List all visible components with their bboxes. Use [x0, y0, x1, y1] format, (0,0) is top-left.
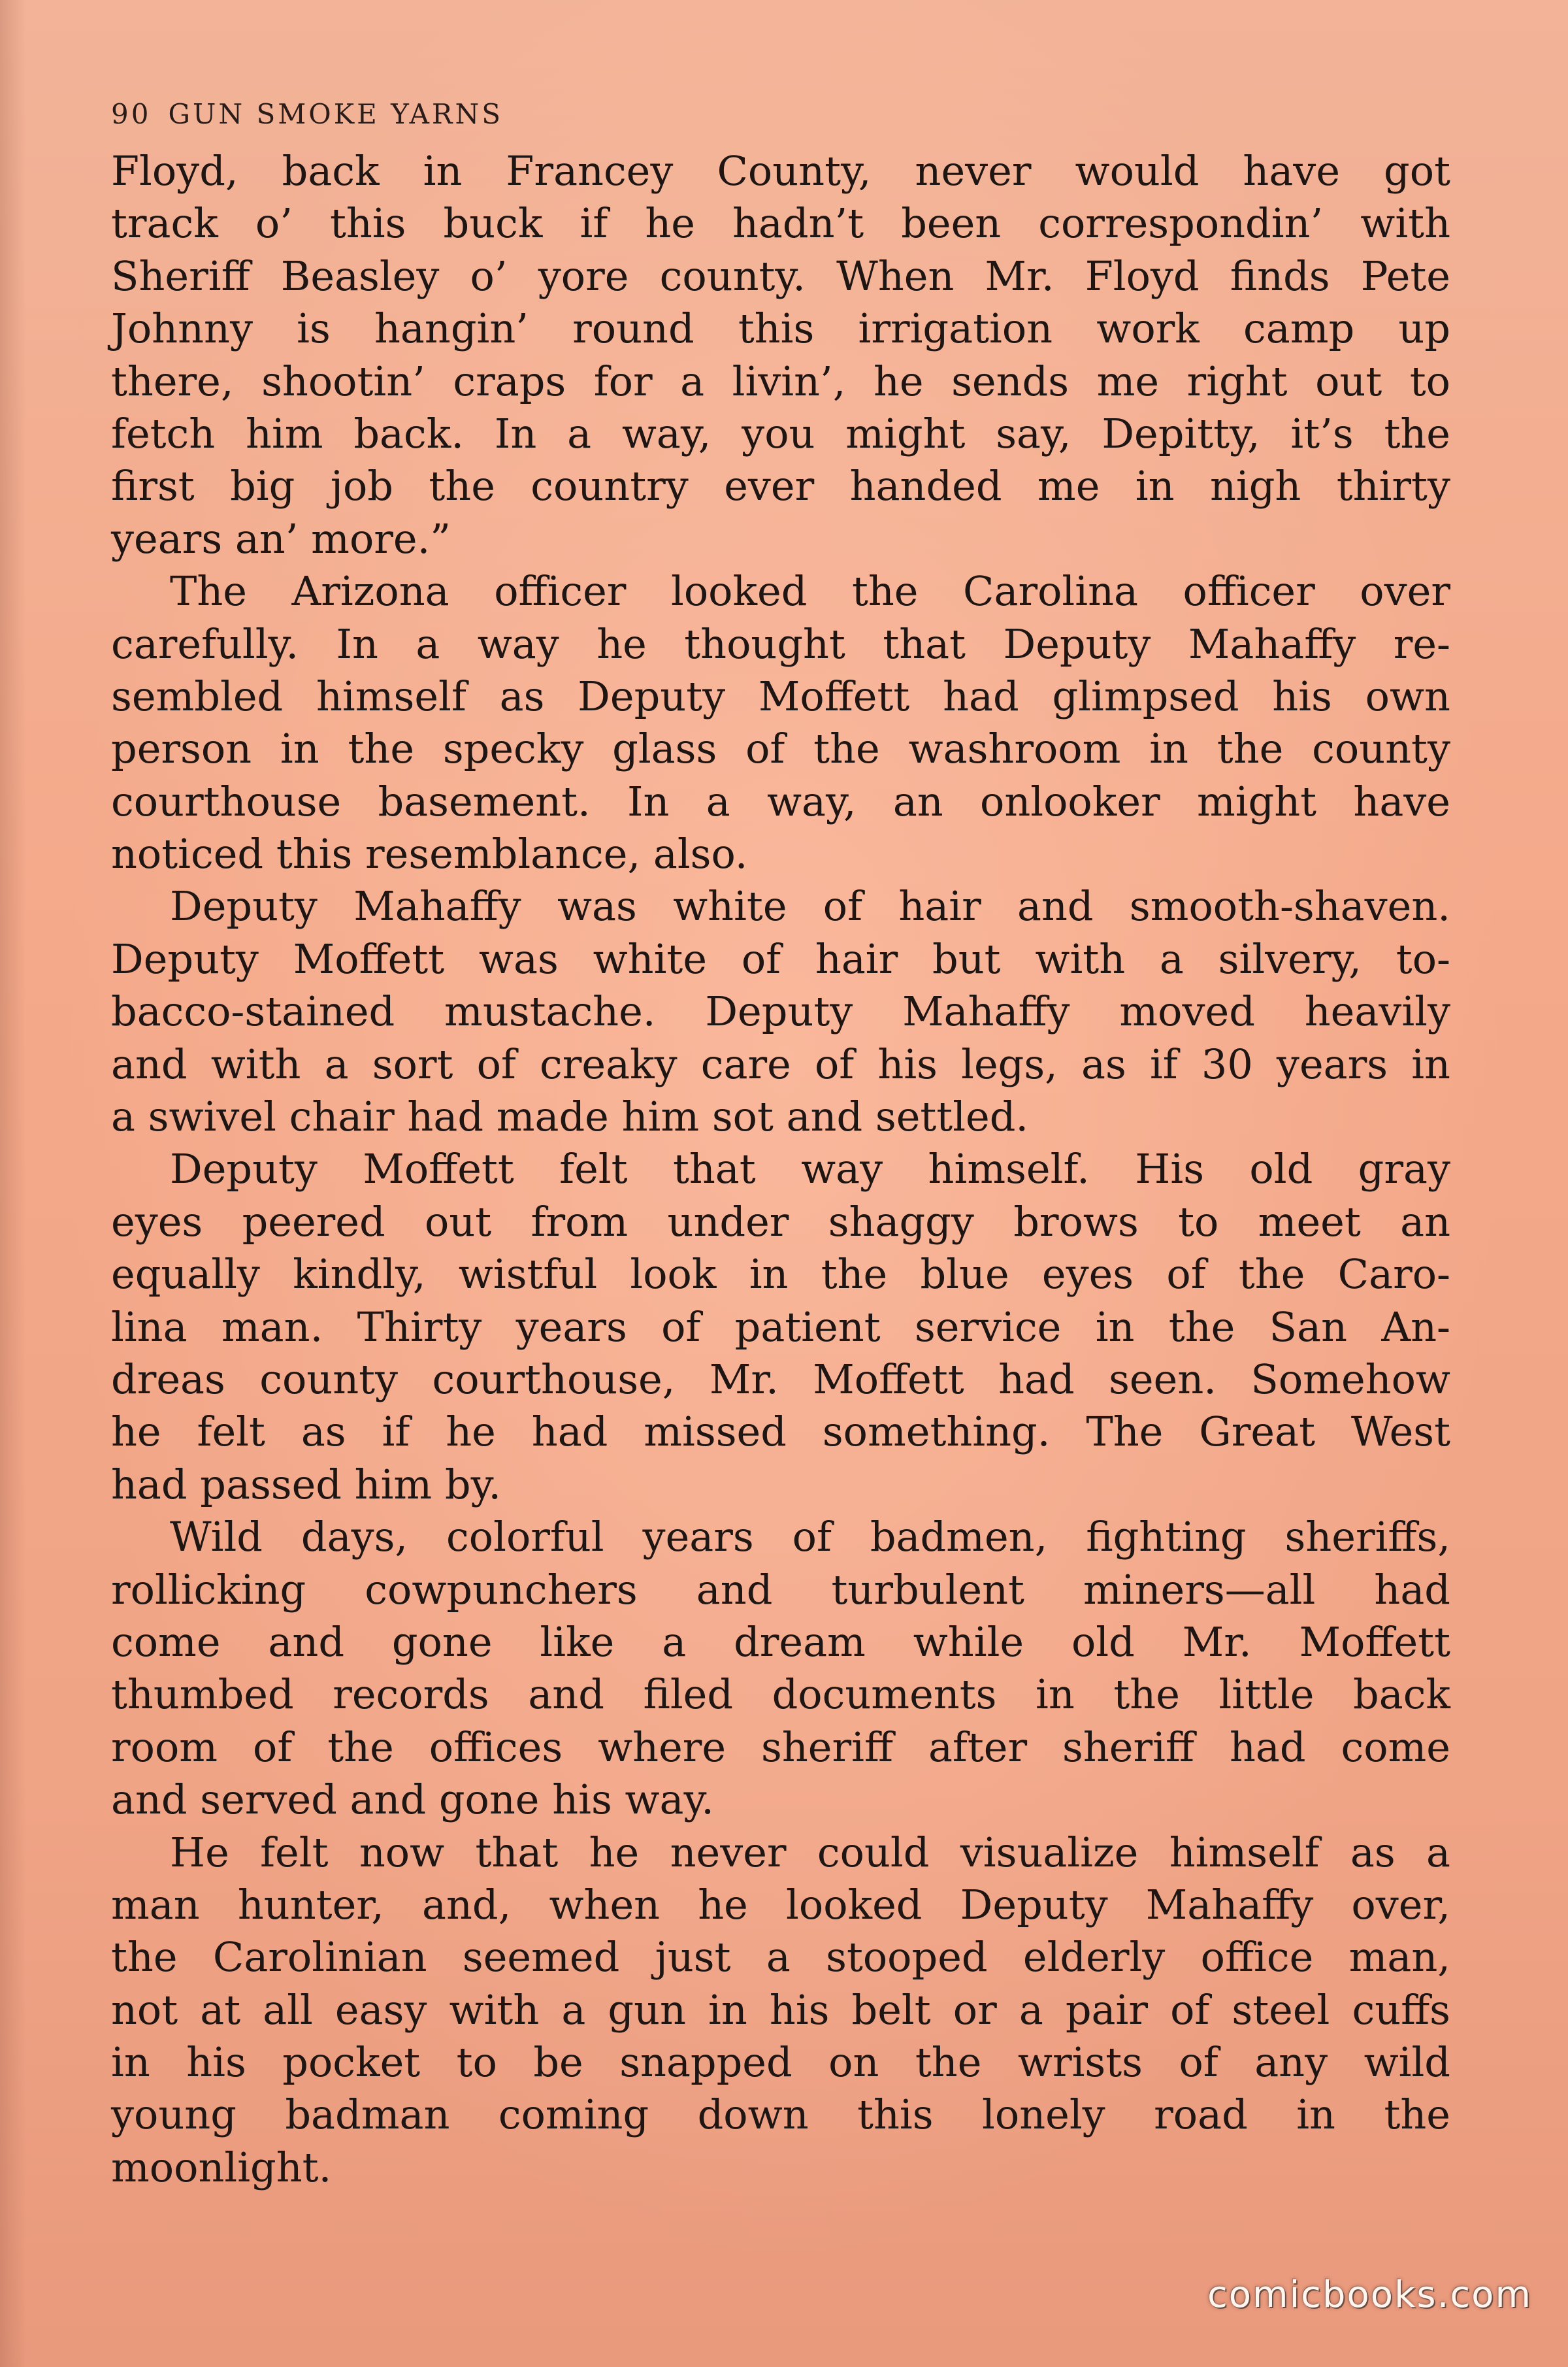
text-line: Deputy Moffett felt that way himself. His old gray: [170, 1145, 1450, 1193]
text-line: he felt as if he had missed something. The Great West: [111, 1408, 1450, 1456]
text-line: had passed him by.: [111, 1460, 502, 1508]
text-line: first big job the country ever handed me in nigh thirty: [111, 462, 1450, 510]
text-line: not at all easy with a gun in his belt or a pair of steel cuffs: [111, 1985, 1450, 2034]
text-line: He felt now that he never could visualize himself as a: [170, 1828, 1450, 1876]
page-number: 90: [111, 98, 152, 130]
text-line: noticed this resemblance, also.: [111, 830, 748, 878]
text-line: Deputy Mahaffy was white of hair and smooth-shaven.: [170, 882, 1450, 931]
text-line: sembled himself as Deputy Moffett had glimpsed his own: [111, 672, 1450, 720]
text-line: eyes peered out from under shaggy brows to meet an: [111, 1197, 1450, 1246]
text-line: Deputy Moffett was white of hair but with a silvery, to-: [111, 935, 1450, 983]
text-line: years an’ more.”: [111, 514, 451, 563]
text-line: lina man. Thirty years of patient service in the San An-: [111, 1302, 1450, 1351]
text-line: rollicking cowpunchers and turbulent miners—all had: [111, 1565, 1450, 1614]
text-line: person in the specky glass of the washroom in the county: [111, 725, 1450, 773]
text-line: fetch him back. In a way, you might say, Depitty, it’s the: [111, 409, 1450, 457]
text-line: the Carolinian seemed just a stooped elderly office man,: [111, 1933, 1450, 1981]
text-line: Johnny is hangin’ round this irrigation work camp up: [111, 305, 1450, 353]
running-header: [111, 98, 503, 130]
text-line: and served and gone his way.: [111, 1776, 715, 1824]
text-line: thumbed records and filed documents in the little back: [111, 1670, 1450, 1719]
text-line: in his pocket to be snapped on the wrists of any wild: [111, 2038, 1450, 2087]
watermark: comicbooks.com: [1207, 2274, 1532, 2316]
text-line: Wild days, colorful years of badmen, fighting sheriffs,: [170, 1513, 1450, 1561]
text-line: a swivel chair had made him sot and settled.: [111, 1093, 1029, 1141]
text-line: there, shootin’ craps for a livin’, he sends me right out to: [111, 357, 1450, 405]
text-line: track o’ this buck if he hadn’t been correspondin’ with: [111, 199, 1450, 248]
text-line: young badman coming down this lonely road in the: [111, 2091, 1450, 2139]
text-line: moonlight.: [111, 2143, 332, 2191]
text-line: come and gone like a dream while old Mr. Moffett: [111, 1617, 1450, 1666]
text-line: room of the offices where sheriff after sheriff had come: [111, 1723, 1450, 1771]
running-title: GUN SMOKE YARNS: [168, 98, 504, 130]
text-line: Sheriff Beasley o’ yore county. When Mr. Floyd finds Pete: [111, 252, 1450, 300]
body-text: [111, 145, 1450, 2194]
text-line: carefully. In a way he thought that Deputy Mahaffy re-: [111, 620, 1450, 668]
text-line: and with a sort of creaky care of his legs, as if 30 years in: [111, 1040, 1450, 1088]
text-line: equally kindly, wistful look in the blue eyes of the Caro-: [111, 1250, 1450, 1299]
text-line: man hunter, and, when he looked Deputy Mahaffy over,: [111, 1880, 1450, 1928]
text-line: courthouse basement. In a way, an onlooker might have: [111, 777, 1450, 825]
text-line: The Arizona officer looked the Carolina officer over: [170, 567, 1450, 616]
text-line: Floyd, back in Francey County, never would have got: [111, 147, 1450, 195]
text-line: dreas county courthouse, Mr. Moffett had seen. Somehow: [111, 1355, 1450, 1403]
text-line: bacco-stained mustache. Deputy Mahaffy moved heavily: [111, 987, 1450, 1036]
